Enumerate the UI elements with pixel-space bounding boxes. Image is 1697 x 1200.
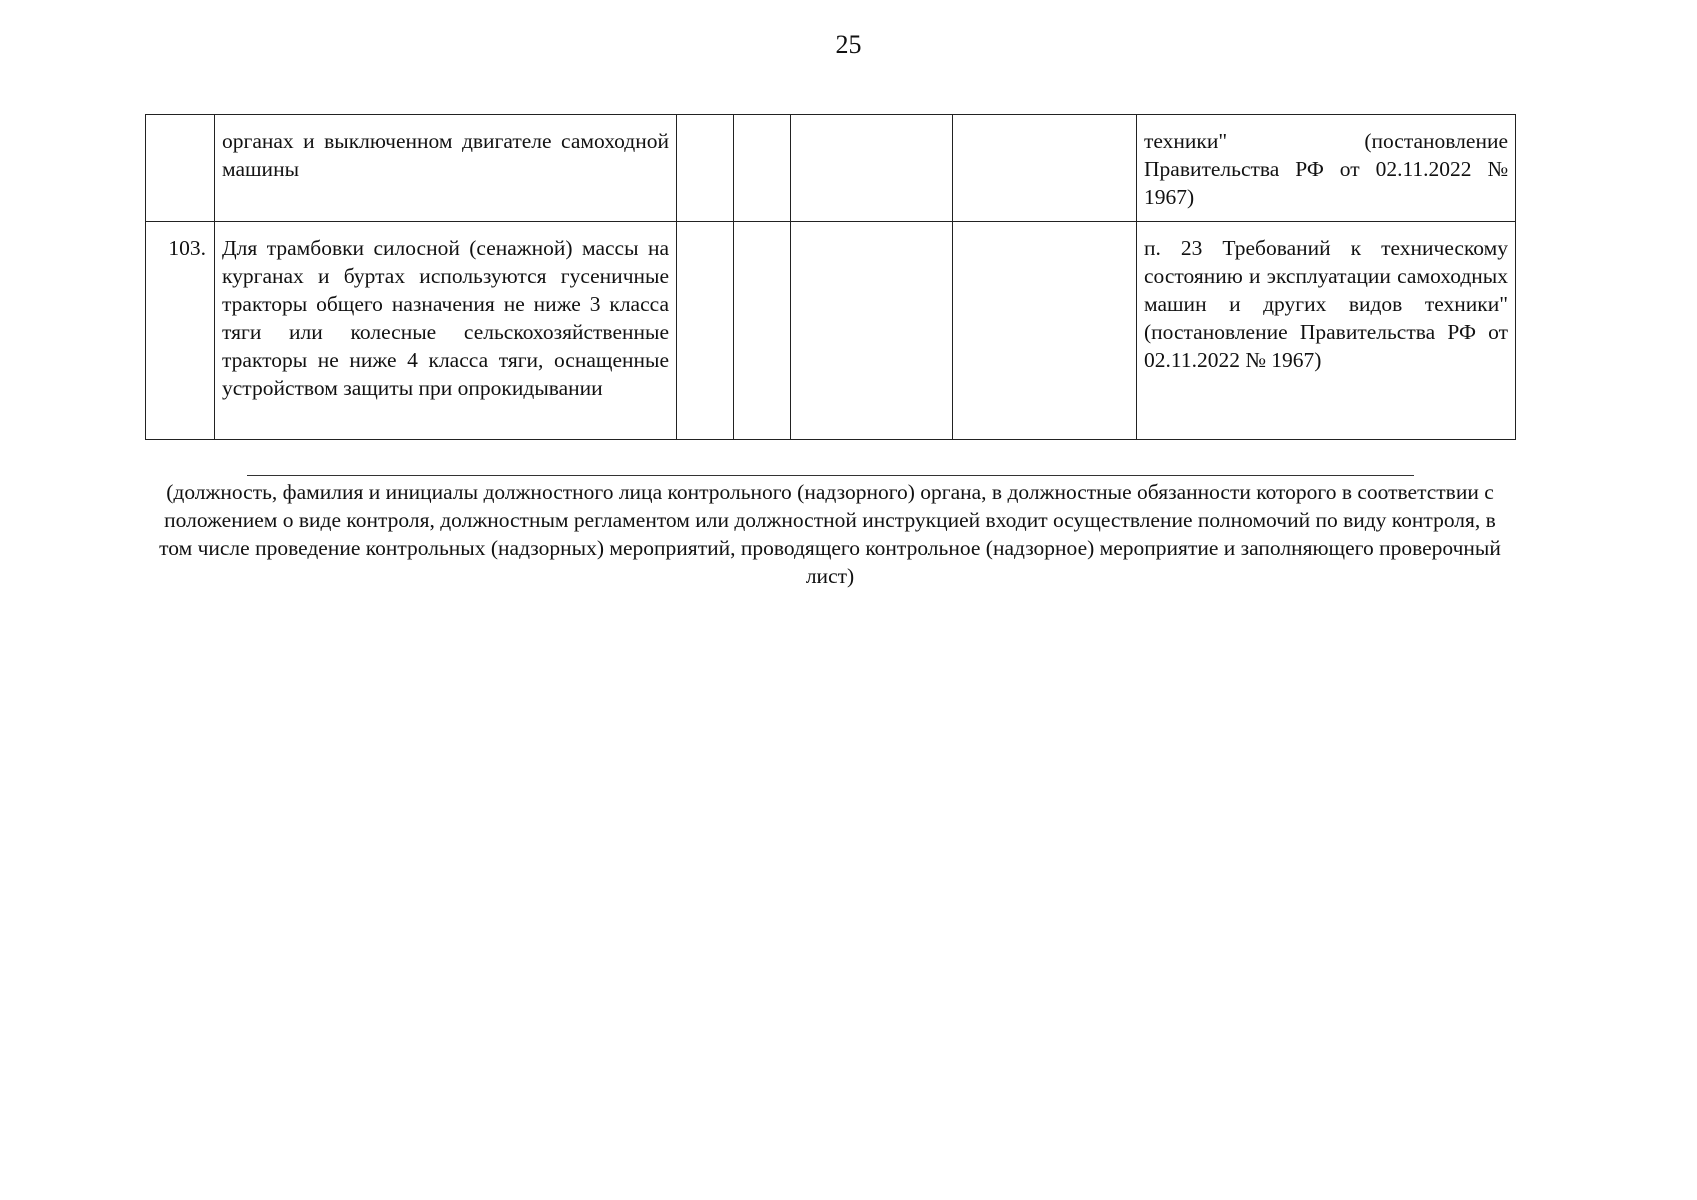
table-row bbox=[146, 115, 1516, 222]
item-number-cell: 103. bbox=[146, 222, 215, 440]
requirement-cell: органах и выключенном двигателе самоходной машины bbox=[215, 115, 677, 222]
answer-cell-not-applicable bbox=[791, 115, 953, 222]
item-number-cell bbox=[146, 115, 215, 222]
legal-reference-cell: п. 23 Требований к техническому состоянию и эксплуатации самоходных машин и других видов техники" (постановление Правительства РФ от 02.11.2022 № 1967) bbox=[1137, 222, 1516, 440]
answer-cell-not-applicable bbox=[791, 222, 953, 440]
checklist-table bbox=[145, 114, 1516, 440]
table-row bbox=[146, 222, 1516, 440]
answer-cell-no bbox=[734, 115, 791, 222]
answer-cell-yes bbox=[677, 115, 734, 222]
requirement-cell: Для трамбовки силосной (сенажной) массы на курганах и буртах используются гусеничные тракторы общего назначения не ниже 3 класса тяги или колесные сельскохозяйственные тракторы не ниже 4 класса тяги, оснащенные устройством защиты при опрокидывании bbox=[215, 222, 677, 440]
note-cell bbox=[953, 222, 1137, 440]
signature-line bbox=[247, 475, 1414, 476]
page-number: 25 bbox=[835, 30, 862, 59]
answer-cell-yes bbox=[677, 222, 734, 440]
signature-caption: (должность, фамилия и инициалы должностного лица контрольного (надзорного) органа, в должностные обязанности которого в соответствии с положением о виде контроля, должностным регламентом или должностной инструкцией входит осуществление полномочий по виду контроля, в том числе проведение контрольных (надзорных) мероприятий, проводящего контрольное (надзорное) мероприятие и заполняющего проверочный лист) bbox=[159, 480, 1501, 588]
legal-reference-cell: техники" (постановление Правительства РФ от 02.11.2022 № 1967) bbox=[1137, 115, 1516, 222]
note-cell bbox=[953, 115, 1137, 222]
answer-cell-no bbox=[734, 222, 791, 440]
